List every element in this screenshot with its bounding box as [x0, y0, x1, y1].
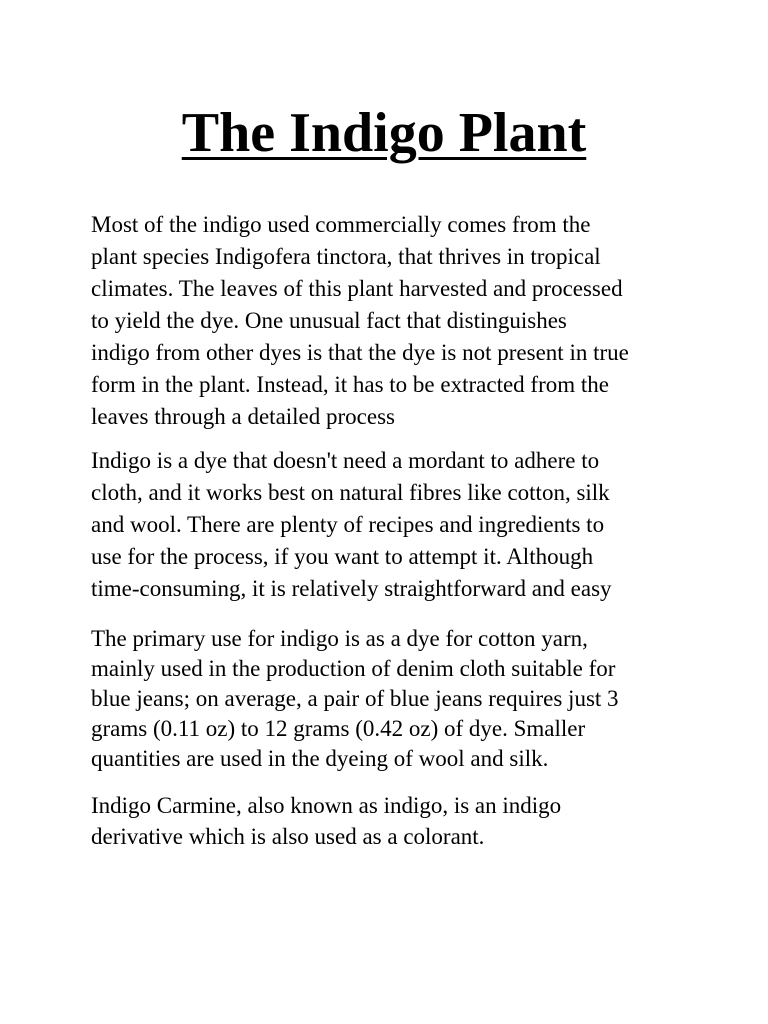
paragraph-primary-use: The primary use for indigo is as a dye for cotton yarn, mainly used in the production of denim cloth suitable for blue jeans; on average, a pair of blue jeans requires just 3 grams (0.11 oz) to 12 grams (0.42 oz) of dye. Smaller quantities are used in the dyeing of wool and silk. [91, 626, 619, 771]
paragraph-cultivation: Most of the indigo used commercially comes from the plant species Indigofera tinctora, that thrives in tropical climates. The leaves of this plant harvested and processed to yield the dye. One unusual fact that distinguishes indigo from other dyes is that the dye is not present in true form in the plant. Instead, it has to be extracted from the leaves through a detailed process [91, 212, 629, 429]
paragraph-mordant: Indigo is a dye that doesn't need a mordant to adhere to cloth, and it works best on natural fibres like cotton, silk and wool. There are plenty of recipes and ingredients to use for the process, if you want to attempt it. Although time-consuming, it is relatively straightforward and easy [91, 448, 612, 601]
paragraph-indigo-carmine: Indigo Carmine, also known as indigo, is an indigo derivative which is also used as a colorant. [91, 793, 562, 849]
page-title: The Indigo Plant [181, 102, 587, 164]
